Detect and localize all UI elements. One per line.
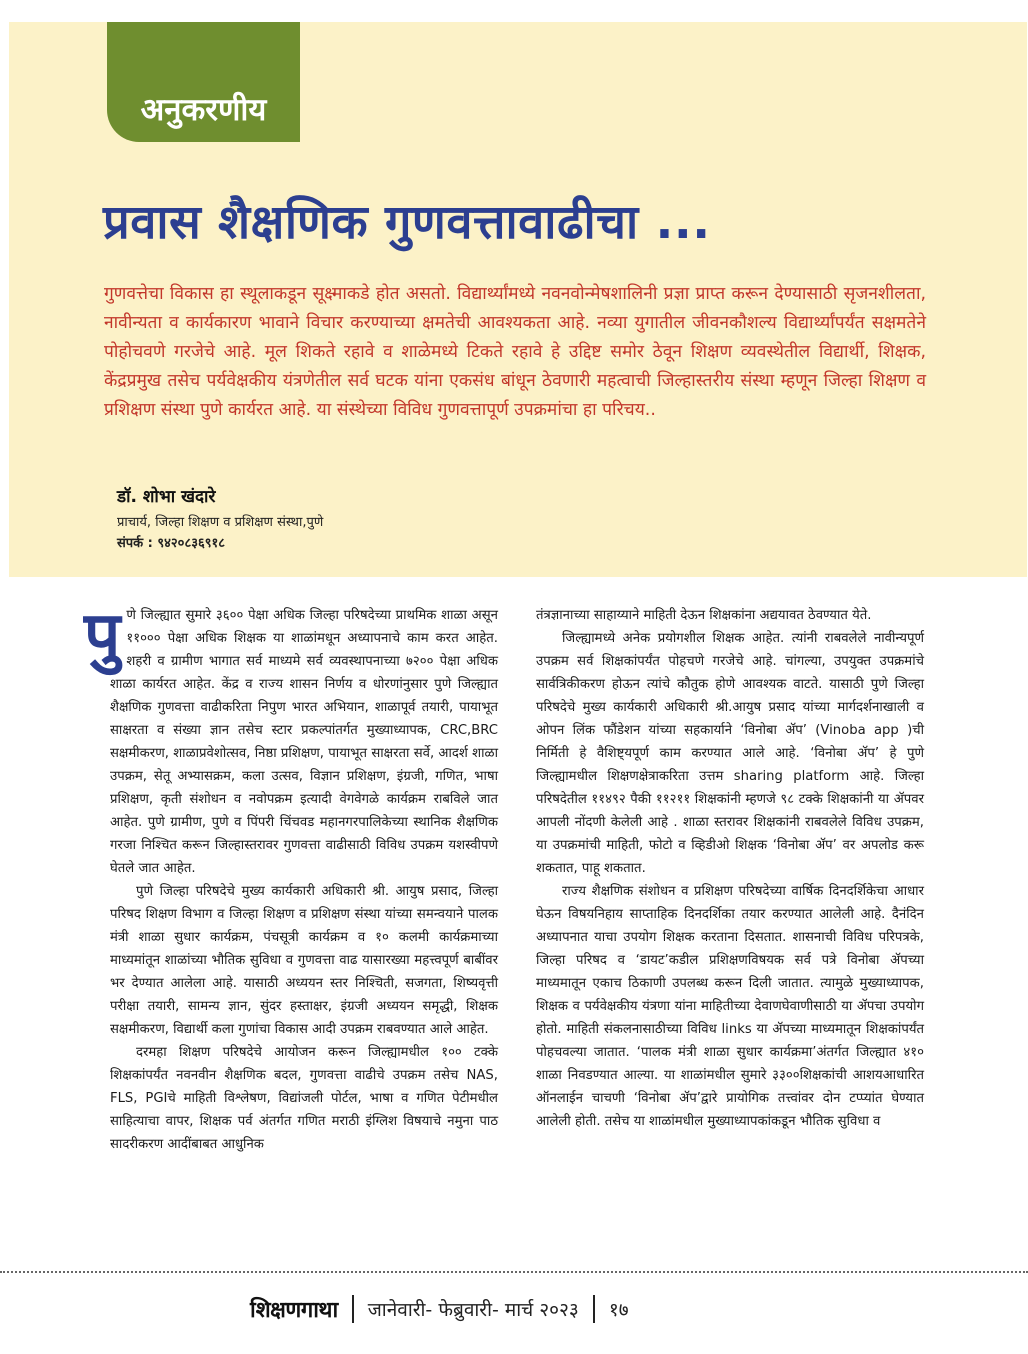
author-name: डॉ. शोभा खंदारे (117, 487, 216, 507)
body-paragraph: पुणे जिल्हा परिषदेचे मुख्य कार्यकारी अधिकारी श्री. आयुष प्रसाद, जिल्हा परिषद शिक्षण विभाग व जिल्हा शिक्षण व प्रशिक्षण संस्था यांच्या समन्वयाने पालक मंत्री शाळा सुधार कार्यक्रम, पंचसूत्री कार्यक्रम व १० कलमी कार्यक्रमाच्या माध्यमांतून शाळांच्या भौतिक सुविधा व गुणवत्ता वाढ यासारख्या महत्त्वपूर्ण बाबींवर भर देण्यात आलेला आहे. यासाठी अध्ययन स्तर निश्चिती, सजगता, शिष्यवृत्ती परीक्षा तयारी, सामन्य ज्ञान, सुंदर हस्ताक्षर, इंग्रजी अध्ययन समृद्धी, शिक्षक सक्षमीकरण, विद्यार्थी कला गुणांचा विकास आदी उपक्रम राबवण्यात आले आहेत. (110, 884, 498, 1037)
section-tag: अनुकरणीय (107, 22, 300, 142)
dropcap: पु (84, 599, 121, 673)
body-paragraph: जिल्ह्यामध्ये अनेक प्रयोगशील शिक्षक आहेत. त्यांनी राबवलेले नावीन्यपूर्ण उपक्रम सर्व शिक्षकांपर्यंत पोहचणे गरजेचे आहे. चांगल्या, उपयुक्त उपक्रमांचे सार्वत्रिकीकरण होऊन त्यांचे कौतुक होणे आवश्यक वाटते. यासाठी पुणे जिल्हा परिषदेचे मुख्य कार्यकारी अधिकारी श्री.आयुष प्रसाद यांच्या मार्गदर्शनाखाली व ओपन लिंक फौंडेशन यांच्या सहकार्याने ‘विनोबा ॲप’ (Vinoba app )ची निर्मिती हे वैशिष्ट्यपूर्ण काम करण्यात आले आहे. ‘विनोबा ॲप’ हे पुणे जिल्ह्यामधील शिक्षणक्षेत्राकरिता उत्तम sharing platform आहे. जिल्हा परिषदेतील ११४९२ पैकी ११२११ शिक्षकांनी म्हणजे ९८ टक्के शिक्षकांनी या ॲपवर आपली नोंदणी केलेली आहे . शाळा स्तरावर शिक्षकांनी राबवलेले विविध उपक्रम, या उपक्रमांची माहिती, फोटो व व्हिडीओ शिक्षक ‘विनोबा ॲप’ वर अपलोड करू शकतात, पाहू शकतात. (536, 631, 924, 876)
issue-date: जानेवारी- फेब्रुवारी- मार्च २०२३ (367, 1299, 579, 1321)
footer-separator (352, 1295, 354, 1323)
body-paragraph (84, 599, 498, 880)
body-column-right (536, 604, 924, 1133)
body-column-left (84, 599, 498, 1156)
footer-separator (593, 1295, 595, 1323)
footer-divider (0, 1271, 1028, 1273)
body-paragraph: दरमहा शिक्षण परिषदेचे आयोजन करून जिल्ह्यामधील १०० टक्के शिक्षकांपर्यंत नवनवीन शैक्षणिक बदल, गुणवत्ता वाढीचे उपक्रम तसेच NAS, FLS, PGIचे माहिती विश्लेषण, विद्यांजली पोर्टल, भाषा व गणित पेटीमधील साहित्याचा वापर, शिक्षक पर्व अंतर्गत गणित मराठी इंग्लिश विषयाचे नमुना पाठ सादरीकरण आदींबाबत आधुनिक (110, 1045, 498, 1152)
intro-paragraph: गुणवत्तेचा विकास हा स्थूलाकडून सूक्ष्माकडे होत असतो. विद्यार्थ्यांमध्ये नवनवोन्मेषशालिनी प्रज्ञा प्राप्त करून देण्यासाठी सृजनशीलता, नावीन्यता व कार्यकारण भावाने विचार करण्याच्या क्षमतेची आवश्यकता आहे. नव्या युगातील जीवनकौशल्य विद्यार्थ्यांपर्यंत सक्षमतेने पोहोचवणे गरजेचे आहे. मूल शिकते रहावे व शाळेमध्ये टिकते रहावे हे उद्दिष्ट समोर ठेवून शिक्षण व्यवस्थेतील विद्यार्थी, शिक्षक, केंद्रप्रमुख तसेच पर्यवेक्षकीय यंत्रणेतील सर्व घटक यांना एकसंध बांधून ठेवणारी महत्वाची जिल्हास्तरीय संस्था म्हणून जिल्हा शिक्षण व प्रशिक्षण संस्था पुणे कार्यरत आहे. या संस्थेच्या विविध गुणवत्तापूर्ण उपक्रमांचा हा परिचय.. (104, 284, 926, 420)
article-title: प्रवास शैक्षणिक गुणवत्तावाढीचा ... (103, 195, 711, 250)
author-role: प्राचार्य, जिल्हा शिक्षण व प्रशिक्षण संस्था,पुणे (117, 515, 324, 530)
paragraph-text: णे जिल्ह्यात सुमारे ३६०० पेक्षा अधिक जिल्हा परिषदेच्या प्राथमिक शाळा असून ११००० पेक्षा अधिक शिक्षक या शाळांमधून अध्यापनाचे काम करत आहेत. शहरी व ग्रामीण भागात सर्व माध्यमे सर्व व्यवस्थापनाच्या ७२०० पेक्षा अधिक शाळा कार्यरत आहेत. केंद्र व राज्य शासन निर्णय व धोरणांनुसार पुणे जिल्ह्यात शैक्षणिक गुणवत्ता वाढीकरिता निपुण भारत अभियान, शाळापूर्व तयारी, पायाभूत साक्षरता व संख्या ज्ञान तसेच स्टार प्रकल्पांतर्गत मुख्याध्यापक, CRC,BRC सक्षमीकरण, शाळाप्रवेशोत्सव, निष्ठा प्रशिक्षण, पायाभूत साक्षरता सर्वे, आदर्श शाळा उपक्रम, सेतू अभ्यासक्रम, कला उत्सव, विज्ञान प्रशिक्षण, इंग्रजी, गणित, भाषा प्रशिक्षण, कृती संशोधन व नवोपक्रम इत्यादी वेगवेगळे कार्यक्रम राबविले जात आहेत. पुणे ग्रामीण, पुणे व पिंपरी चिंचवड महानगरपालिकेच्या स्थानिक शैक्षणिक गरजा निश्चित करून जिल्हास्तरावर गुणवत्ता वाढीसाठी विविध उपक्रम यशस्वीपणे घेतले जात आहेत. (110, 608, 498, 876)
page-footer (250, 1292, 629, 1326)
page-number: १७ (608, 1299, 629, 1321)
body-paragraph: राज्य शैक्षणिक संशोधन व प्रशिक्षण परिषदेच्या वार्षिक दिनदर्शिकेचा आधार घेऊन विषयनिहाय साप्ताहिक दिनदर्शिका तयार करण्यात आलेली आहे. दैनंदिन अध्यापनात याचा उपयोग शिक्षक करताना दिसतात. शासनाची विविध परिपत्रके, जिल्हा परिषद व ‘डायट’कडील प्रशिक्षणविषयक सर्व पत्रे विनोबा ॲपच्या माध्यमातून एकाच ठिकाणी उपलब्ध करून दिली जातात. त्यामुळे मुख्याध्यापक, शिक्षक व पर्यवेक्षकीय यंत्रणा यांना माहितीच्या देवाणघेवाणीसाठी या ॲपचा उपयोग होतो. माहिती संकलनासाठीच्या विविध links या ॲपच्या माध्यमातून शिक्षकांपर्यंत पोहचवल्या जातात. ‘पालक मंत्री शाळा सुधार कार्यक्रमा’अंतर्गत जिल्ह्यात ४१० शाळा निवडण्यात आल्या. या शाळांमधील सुमारे ३३००शिक्षकांची आशयआधारित ऑनलाईन चाचणी ‘विनोबा ॲप’द्वारे प्रायोगिक तत्त्वांवर दोन टप्प्यांत घेण्यात आलेली होती. तसेच या शाळांमधील मुख्याध्यापकांकडून भौतिक सुविधा व (536, 884, 924, 1129)
body-paragraph: तंत्रज्ञानाच्या साहाय्याने माहिती देऊन शिक्षकांना अद्ययावत ठेवण्यात येते. (536, 608, 872, 623)
author-contact: संपर्क : ९४२०८३६९१८ (117, 536, 226, 551)
magazine-logo: शिक्षणगाथा (250, 1298, 338, 1323)
